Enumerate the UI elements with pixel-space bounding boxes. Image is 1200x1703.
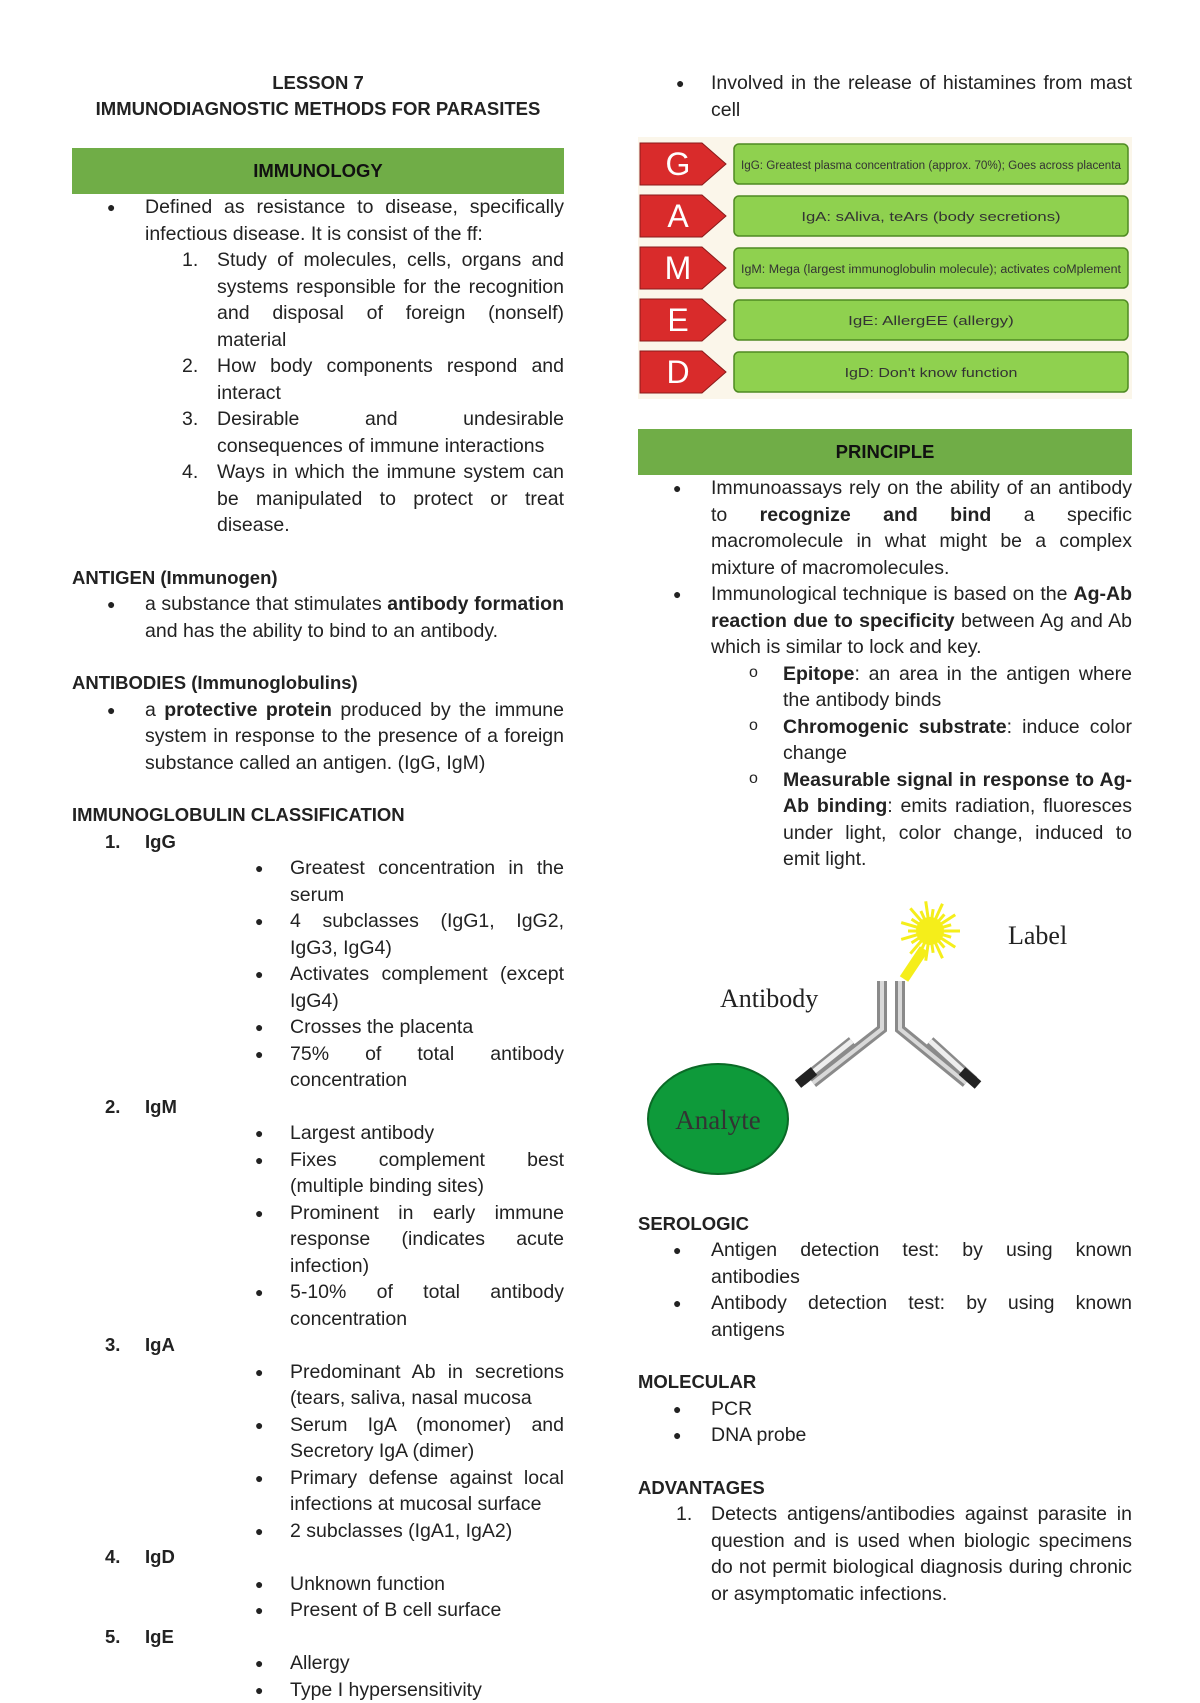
list-item: ● Greatest concentration in the serum xyxy=(145,855,564,908)
principle-item: ● Immunoassays rely on the ability of an antibody to recognize and bind a specific macromolecule in what might be a complex mixture of macromolecules. xyxy=(638,475,1132,581)
serologic-heading: SEROLOGIC xyxy=(638,1211,1132,1238)
list-item: ● Predominant Ab in secretions (tears, saliva, nasal mucosa xyxy=(145,1359,564,1412)
molecular-list xyxy=(638,1396,1132,1449)
list-item: 1. Study of molecules, cells, organs and systems responsible for the recognition and disposal of foreign (nonself) material xyxy=(72,247,564,353)
antibodies-list xyxy=(72,697,564,777)
list-item: ● Fixes complement best (multiple binding sites) xyxy=(145,1147,564,1200)
class-iga: 3. IgA ● Predominant Ab in secretions (tears, saliva, nasal mucosa ● Serum IgA (monomer) and Secretory IgA (dimer) ● Primary defense against local infections at mucosal surface ● 2 subclasses (IgA1, IgA2) xyxy=(72,1332,564,1544)
list-item: ● Present of B cell surface xyxy=(145,1597,564,1624)
list-item: ● Largest antibody xyxy=(145,1120,564,1147)
right-column xyxy=(638,70,1132,1607)
document-title: IMMUNODIAGNOSTIC METHODS FOR PARASITES xyxy=(72,96,564,122)
list-item: 3. Desirable and undesirable consequences of immune interactions xyxy=(72,406,564,459)
gamed-letter: E xyxy=(667,302,688,338)
antibodies-definition: ● a protective protein produced by the immune system in response to the presence of a foreign substance called an antigen. (IgG, IgM) xyxy=(72,697,564,777)
list-item: ● Serum IgA (monomer) and Secretory IgA (dimer) xyxy=(145,1412,564,1465)
antibody-analyte-diagram xyxy=(638,891,1132,1181)
class-igm: 2. IgM ● Largest antibody ● Fixes complement best (multiple binding sites) ● Prominent in early immune response (indicates acute infection) ● 5-10% of total antibody concentration xyxy=(72,1094,564,1333)
list-item: ● 4 subclasses (IgG1, IgG2, IgG3, IgG4) xyxy=(145,908,564,961)
label-star-icon xyxy=(901,901,960,960)
gamed-mnemonic-diagram xyxy=(638,137,1132,399)
list-item: ● DNA probe xyxy=(638,1422,1132,1449)
list-item: 1. Detects antigens/antibodies against parasite in question and is used when biologic specimens do not permit biological diagnosis during chronic or asymptomatic infections. xyxy=(638,1501,1132,1607)
immunoglobulin-class-list xyxy=(72,829,564,1703)
gamed-letter: M xyxy=(665,250,692,286)
advantages-heading: ADVANTAGES xyxy=(638,1475,1132,1502)
principle-sub-list xyxy=(638,661,1132,873)
diagram-label-text: Label xyxy=(1008,921,1067,950)
diagram-antibody-text: Antibody xyxy=(720,984,818,1013)
gamed-text: IgE: AllergEE (allergy) xyxy=(848,313,1014,328)
list-item: ● Primary defense against local infections at mucosal surface xyxy=(145,1465,564,1518)
class-igd: 4. IgD ● Unknown function ● Present of B cell surface xyxy=(72,1544,564,1624)
list-item: ● Unknown function xyxy=(145,1571,564,1598)
list-item: ● Involved in the release of histamines from mast cell xyxy=(566,70,1132,123)
serologic-list xyxy=(638,1237,1132,1343)
list-item: ● Antibody detection test: by using known antigens xyxy=(638,1290,1132,1343)
gamed-letter: A xyxy=(667,198,689,234)
principle-item: ● Immunological technique is based on the Ag-Ab reaction due to specificity between Ag and Ab which is similar to lock and key. xyxy=(638,581,1132,661)
immunology-numbered-list xyxy=(72,247,564,539)
list-item: 4. Ways in which the immune system can be manipulated to protect or treat disease. xyxy=(72,459,564,539)
immunology-definition: ● Defined as resistance to disease, specifically infectious disease. It is consist of the ff: xyxy=(72,194,564,247)
gamed-text: IgD: Don't know function xyxy=(845,365,1018,380)
antibodies-heading: ANTIBODIES (Immunoglobulins) xyxy=(72,670,564,697)
lesson-number: LESSON 7 xyxy=(72,70,564,96)
list-item: ● Crosses the placenta xyxy=(145,1014,564,1041)
list-item: ● Activates complement (except IgG4) xyxy=(145,961,564,1014)
molecular-heading: MOLECULAR xyxy=(638,1369,1132,1396)
list-item: ● 2 subclasses (IgA1, IgA2) xyxy=(145,1518,564,1545)
list-item: ● Type I hypersensitivity xyxy=(145,1677,564,1703)
class-ige: 5. IgE ● Allergy ● Type I hypersensitivity xyxy=(72,1624,564,1703)
list-item: ● 5-10% of total antibody concentration xyxy=(145,1279,564,1332)
gamed-letter: D xyxy=(666,354,689,390)
gamed-letter: G xyxy=(666,146,691,182)
class-igg: 1. IgG ● Greatest concentration in the serum ● 4 subclasses (IgG1, IgG2, IgG3, IgG4) ● Activates complement (except IgG4) ● Crosses the placenta ● 75% of total antibody concentration xyxy=(72,829,564,1094)
list-item: ● Prominent in early immune response (indicates acute infection) xyxy=(145,1200,564,1280)
gamed-text: IgM: Mega (largest immunoglobulin molecule); activates coMplement xyxy=(741,264,1122,276)
principle-heading: PRINCIPLE xyxy=(638,429,1132,475)
immunology-list xyxy=(72,194,564,247)
principle-list xyxy=(638,475,1132,661)
gamed-text: IgG: Greatest plasma concentration (approx. 70%); Goes across placenta xyxy=(741,160,1122,172)
label-connector xyxy=(904,949,924,979)
immunology-heading: IMMUNOLOGY xyxy=(72,148,564,194)
list-item: o Chromogenic substrate: induce color change xyxy=(638,714,1132,767)
list-item: 2. How body components respond and interact xyxy=(72,353,564,406)
list-item: ● 75% of total antibody concentration xyxy=(145,1041,564,1094)
diagram-analyte-text: Analyte xyxy=(675,1105,760,1135)
advantages-list xyxy=(638,1501,1132,1607)
antibody-shape xyxy=(798,981,978,1085)
ige-continued-list xyxy=(566,70,1132,123)
classification-heading: IMMUNOGLOBULIN CLASSIFICATION xyxy=(72,802,564,829)
list-item: ● PCR xyxy=(638,1396,1132,1423)
antigen-definition: ● a substance that stimulates antibody formation and has the ability to bind to an antibody. xyxy=(72,591,564,644)
list-item: o Epitope: an area in the antigen where the antibody binds xyxy=(638,661,1132,714)
gamed-text: IgA: sAliva, teArs (body secretions) xyxy=(801,209,1060,224)
list-item: ● Allergy xyxy=(145,1650,564,1677)
list-item: o Measurable signal in response to Ag-Ab binding: emits radiation, fluoresces under light, color change, induced to emit light. xyxy=(638,767,1132,873)
list-item: ● Antigen detection test: by using known antibodies xyxy=(638,1237,1132,1290)
antigen-list xyxy=(72,591,564,644)
antigen-heading: ANTIGEN (Immunogen) xyxy=(72,565,564,592)
left-column xyxy=(72,70,564,1703)
